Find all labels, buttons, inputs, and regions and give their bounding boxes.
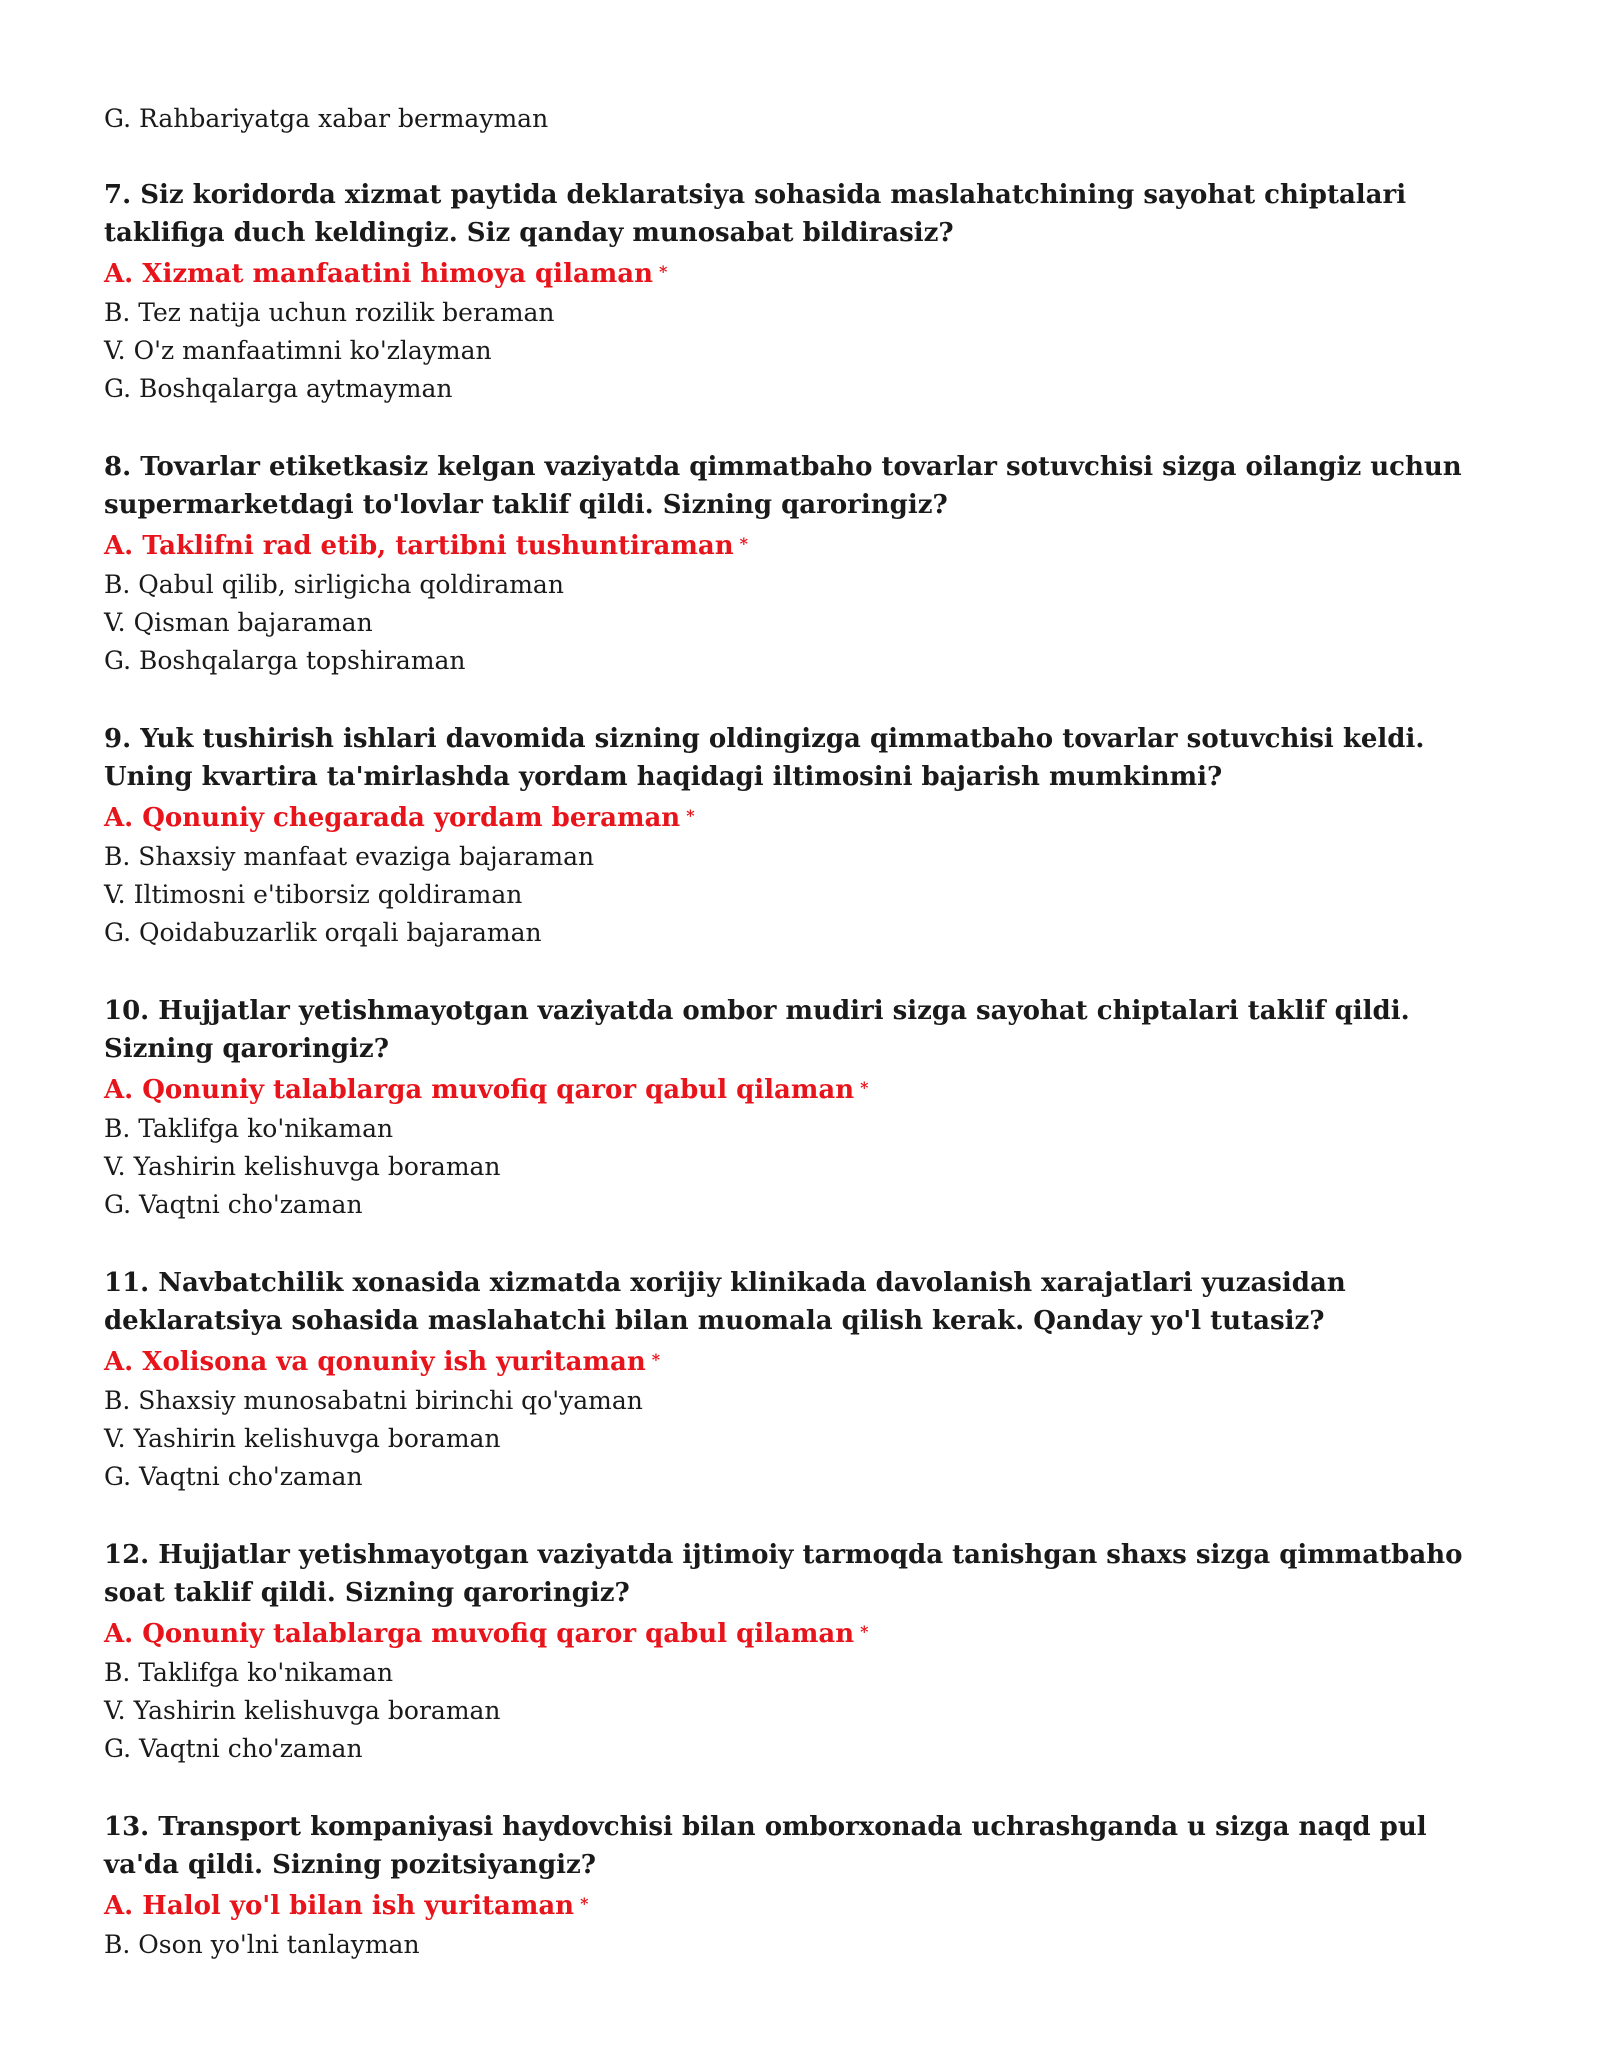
answer-option: G. Vaqtni cho'zaman — [104, 1462, 363, 1491]
answer-option: V. Yashirin kelishuvga boraman — [104, 1424, 501, 1453]
correct-answer — [104, 1614, 1504, 1654]
correct-answer-text: A. Xizmat manfaatini himoya qilaman — [104, 259, 654, 289]
question-title: 9. Yuk tushirish ishlari davomida sizning oldingizga qimmatbaho tovarlar sotuvchisi keldi. Uning kvartira ta'mirlashda yordam haqidagi iltimosini bajarish mumkinmi? — [104, 724, 1425, 792]
correct-marker: * — [686, 806, 695, 825]
correct-marker: * — [739, 534, 749, 553]
question-title: 10. Hujjatlar yetishmayotgan vaziyatda ombor mudiri sizga sayohat chiptalari taklif qildi. Sizning qaroringiz? — [104, 996, 1410, 1064]
answer-option: B. Taklifga ko'nikaman — [104, 1658, 394, 1687]
answer-option: G. Vaqtni cho'zaman — [104, 1734, 363, 1763]
correct-marker: * — [860, 1622, 869, 1641]
question-block — [104, 1264, 1504, 1496]
question-title: 13. Transport kompaniyasi haydovchisi bilan omborxonada uchrashganda u sizga naqd pul va'da qildi. Sizning pozitsiyangiz? — [104, 1812, 1427, 1880]
correct-answer-text: A. Taklifni rad etib, tartibni tushuntiraman — [104, 531, 734, 561]
question-title: 11. Navbatchilik xonasida xizmatda xorijiy klinikada davolanish xarajatlari yuzasidan deklaratsiya sohasida maslahatchi bilan muomala qilish kerak. Qanday yo'l tutasiz? — [104, 1268, 1346, 1336]
answer-option: G. Qoidabuzarlik orqali bajaraman — [104, 918, 542, 947]
answer-option: G. Vaqtni cho'zaman — [104, 1190, 363, 1219]
answer-option: B. Qabul qilib, sirligicha qoldiraman — [104, 570, 564, 599]
question-title: 8. Tovarlar etiketkasiz kelgan vaziyatda qimmatbaho tovarlar sotuvchisi sizga oilangiz uchun supermarketdagi to'lovlar taklif qildi. Sizning qaroringiz? — [104, 452, 1462, 520]
question-block — [104, 720, 1504, 952]
answer-option: G. Boshqalarga aytmayman — [104, 374, 453, 403]
answer-option: B. Shaxsiy munosabatni birinchi qo'yaman — [104, 1386, 643, 1415]
question-title: 7. Siz koridorda xizmat paytida deklaratsiya sohasida maslahatchining sayohat chiptalari taklifiga duch keldingiz. Siz qanday munosabat bildirasiz? — [104, 180, 1407, 248]
correct-answer — [104, 1342, 1504, 1382]
correct-answer — [104, 798, 1504, 838]
correct-marker: * — [860, 1078, 869, 1097]
question-block — [104, 1536, 1504, 1768]
correct-answer — [104, 526, 1504, 566]
question-title: 12. Hujjatlar yetishmayotgan vaziyatda ijtimoiy tarmoqda tanishgan shaxs sizga qimmatbaho soat taklif qildi. Sizning qaroringiz? — [104, 1540, 1463, 1608]
correct-answer-text: A. Xolisona va qonuniy ish yuritaman — [104, 1347, 646, 1377]
document-page — [104, 100, 1504, 2004]
question-block — [104, 176, 1504, 408]
answer-option: B. Shaxsiy manfaat evaziga bajaraman — [104, 842, 595, 871]
answer-option: V. Yashirin kelishuvga boraman — [104, 1696, 501, 1725]
correct-marker: * — [659, 262, 668, 281]
answer-option: V. Qisman bajaraman — [104, 608, 373, 637]
answer-option: V. Yashirin kelishuvga boraman — [104, 1152, 501, 1181]
correct-answer — [104, 254, 1504, 294]
correct-answer-text: A. Qonuniy talablarga muvofiq qaror qabul qilaman — [104, 1619, 855, 1649]
correct-answer — [104, 1070, 1504, 1110]
answer-option: V. O'z manfaatimni ko'zlayman — [104, 336, 492, 365]
question-block — [104, 448, 1504, 680]
correct-answer-text: A. Qonuniy chegarada yordam beraman — [104, 803, 681, 833]
question-block — [104, 1808, 1504, 1964]
answer-option: V. Iltimosni e'tiborsiz qoldiraman — [104, 880, 523, 909]
answer-option: B. Oson yo'lni tanlayman — [104, 1930, 420, 1959]
correct-answer-text: A. Qonuniy talablarga muvofiq qaror qabul qilaman — [104, 1075, 855, 1105]
answer-option: B. Tez natija uchun rozilik beraman — [104, 298, 555, 327]
answer-option: B. Taklifga ko'nikaman — [104, 1114, 394, 1143]
correct-answer — [104, 1886, 1504, 1926]
continued-option: G. Rahbariyatga xabar bermayman — [104, 104, 549, 133]
question-block — [104, 992, 1504, 1224]
correct-marker: * — [651, 1350, 661, 1369]
correct-answer-text: A. Halol yo'l bilan ish yuritaman — [104, 1891, 575, 1921]
answer-option: G. Boshqalarga topshiraman — [104, 646, 466, 675]
correct-marker: * — [580, 1894, 589, 1913]
